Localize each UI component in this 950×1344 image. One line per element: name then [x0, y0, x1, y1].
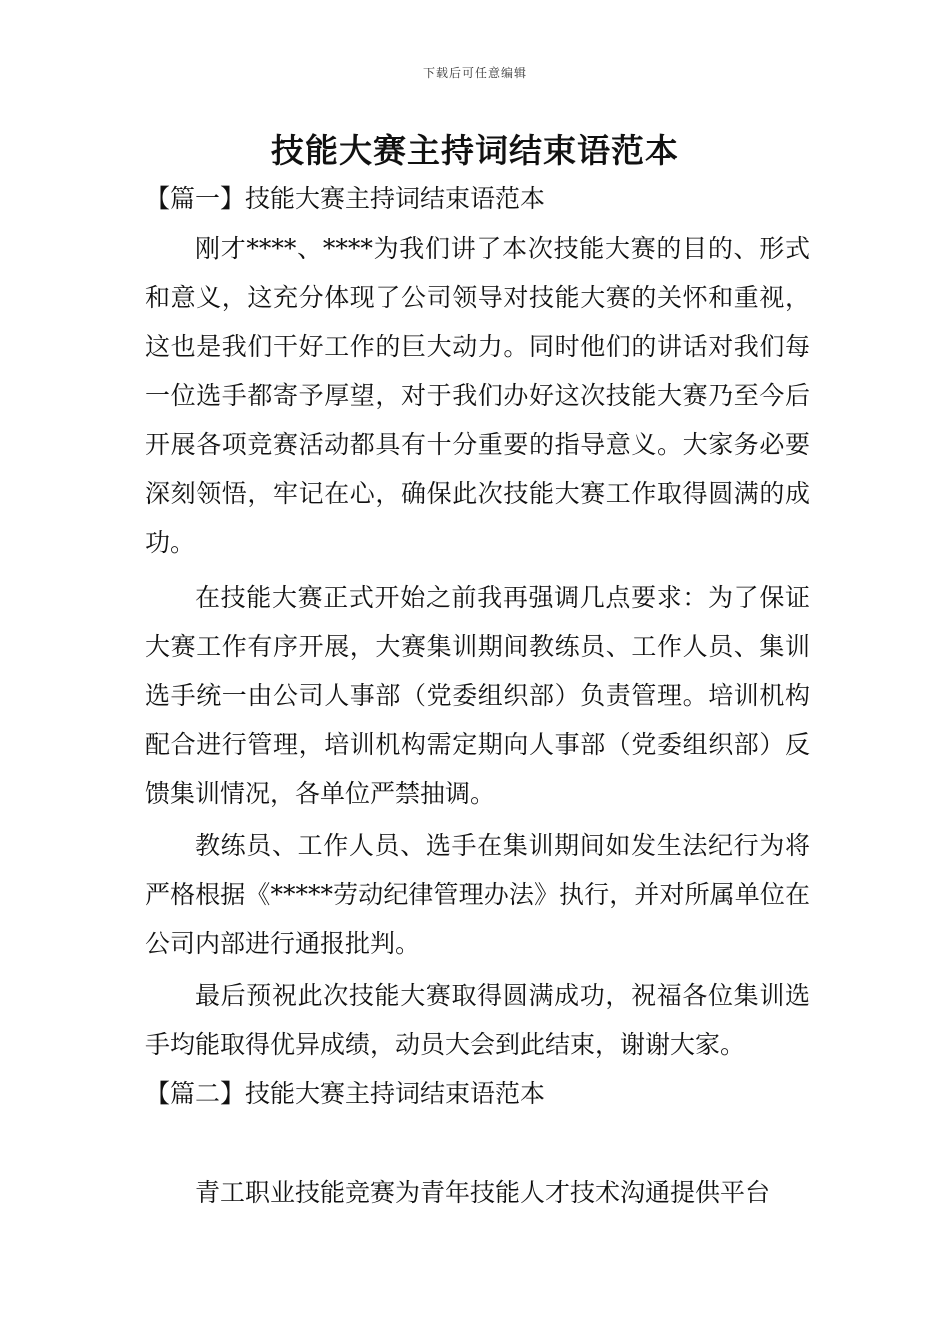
page-header-note: 下载后可任意编辑: [422, 66, 527, 80]
paragraph-5: 青工职业技能竞赛为青年技能人才技术沟通提供平台: [195, 1178, 771, 1207]
paragraph-1: 刚才****、****为我们讲了本次技能大赛的目的、形式和意义，这充分体现了公司领导对技能大赛的关怀和重视，这也是我们干好工作的巨大动力。同时他们的讲话对我们每一位选手都寄予厚望，对于我们办好这次技能大赛乃至今后开展各项竞赛活动都具有十分重要的指导意义。大家务必要深刻领悟，牢记在心，确保此次技能大赛工作取得圆满的成功。: [145, 234, 810, 557]
paragraph-3: 教练员、工作人员、选手在集训期间如发生法纪行为将严格根据《*****劳动纪律管理办法》执行，并对所属单位在公司内部进行通报批判。: [145, 831, 810, 958]
section-heading-2: 【篇二】技能大赛主持词结束语范本: [145, 1079, 546, 1108]
section-heading-1: 【篇一】技能大赛主持词结束语范本: [145, 184, 546, 213]
paragraph-4: 最后预祝此次技能大赛取得圆满成功，祝福各位集训选手均能取得优异成绩，动员大会到此结束，谢谢大家。: [145, 981, 810, 1059]
paragraph-2: 在技能大赛正式开始之前我再强调几点要求：为了保证大赛工作有序开展，大赛集训期间教练员、工作人员、集训选手统一由公司人事部（党委组织部）负责管理。培训机构配合进行管理，培训机构需定期向人事部（党委组织部）反馈集训情况，各单位严禁抽调。: [145, 583, 810, 808]
document-title: 技能大赛主持词结束语范本: [271, 131, 679, 170]
